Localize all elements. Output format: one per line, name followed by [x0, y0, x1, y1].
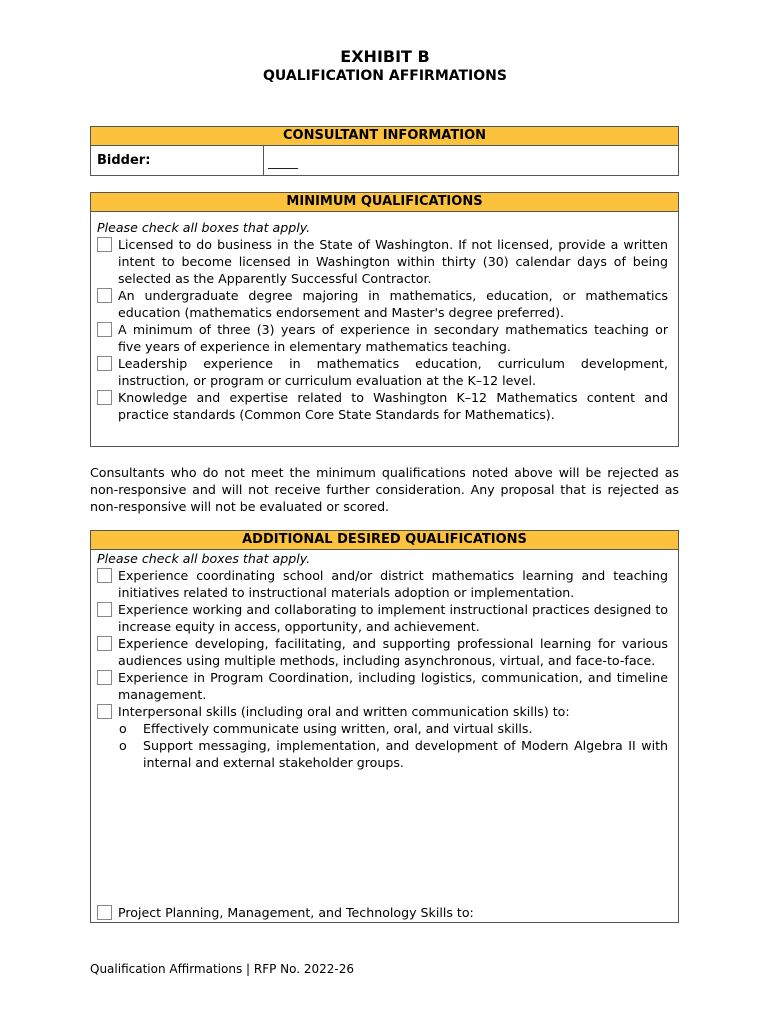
- list-item: [97, 904, 667, 921]
- sub-list-item: [97, 737, 668, 771]
- item-text: Knowledge and expertise related to Washington K–12 Mathematics content and practice standards (Common Core State Standards for Mathematics).: [118, 390, 668, 422]
- item-text: Experience working and collaborating to implement instructional practices designed to increase equity in access, opportunity, and achievement.: [118, 602, 668, 634]
- checkbox[interactable]: [97, 322, 112, 337]
- bidder-field[interactable]: _____: [268, 155, 298, 169]
- item-text: Experience developing, facilitating, and supporting professional learning for various audiences using multiple methods, including asynchronous, virtual, and face-to-face.: [118, 636, 668, 668]
- checkbox[interactable]: [97, 356, 112, 371]
- item-text: Interpersonal skills (including oral and written communication skills) to:: [118, 704, 570, 719]
- item-text: An undergraduate degree majoring in mathematics, education, or mathematics education (mathematics endorsement and Master's degree preferred).: [118, 288, 668, 320]
- sub-item-text: Support messaging, implementation, and development of Modern Algebra II with internal and external stakeholder groups.: [143, 738, 668, 770]
- minimum-qualifications-content: [91, 212, 678, 423]
- list-item: [97, 567, 668, 601]
- checkbox[interactable]: [97, 288, 112, 303]
- checkbox[interactable]: [97, 237, 112, 252]
- item-text: A minimum of three (3) years of experience in secondary mathematics teaching or five years of experience in elementary mathematics teaching.: [118, 322, 668, 354]
- bidder-label: Bidder:: [91, 146, 264, 176]
- item-text: Experience in Program Coordination, including logistics, communication, and timeline management.: [118, 670, 668, 702]
- list-item: [97, 355, 668, 389]
- list-item: [97, 601, 668, 635]
- checkbox[interactable]: [97, 636, 112, 651]
- additional-qualifications-content: [91, 550, 678, 920]
- item-text: Leadership experience in mathematics education, curriculum development, instruction, or program or curriculum evaluation at the K–12 level.: [118, 356, 668, 388]
- consultant-info-table: [90, 126, 679, 176]
- minimum-qualifications-table: [90, 192, 679, 447]
- additional-qualifications-heading: ADDITIONAL DESIRED QUALIFICATIONS: [91, 531, 678, 550]
- list-item: [97, 703, 668, 720]
- sub-list-item: [97, 720, 668, 737]
- checkbox[interactable]: [97, 568, 112, 583]
- list-item: [97, 287, 668, 321]
- document-title: EXHIBIT B: [340, 47, 430, 66]
- item-text: Project Planning, Management, and Technology Skills to:: [118, 905, 474, 920]
- sub-item-text: Effectively communicate using written, oral, and virtual skills.: [143, 721, 533, 736]
- minimum-instruction: Please check all boxes that apply.: [97, 220, 311, 235]
- page-footer: Qualification Affirmations | RFP No. 2022-26: [90, 962, 355, 976]
- checkbox[interactable]: [97, 905, 112, 920]
- item-text: Experience coordinating school and/or district mathematics learning and teaching initiatives related to instructional materials adoption or implementation.: [118, 568, 668, 600]
- list-item: [97, 635, 668, 669]
- list-item: [97, 669, 668, 703]
- bullet-marker: o: [119, 721, 127, 736]
- bidder-row: [91, 146, 678, 176]
- item-text: Licensed to do business in the State of Washington. If not licensed, provide a written intent to become licensed in Washington within thirty (30) calendar days of being selected as the Apparently Successful Contractor.: [118, 237, 668, 286]
- list-item: [97, 236, 668, 287]
- additional-instruction: Please check all boxes that apply.: [97, 551, 311, 566]
- bullet-marker: o: [119, 738, 127, 753]
- checkbox[interactable]: [97, 704, 112, 719]
- additional-qualifications-table: [90, 530, 679, 923]
- document-subtitle: QUALIFICATION AFFIRMATIONS: [263, 68, 507, 84]
- checkbox[interactable]: [97, 670, 112, 685]
- minimum-qualifications-heading: MINIMUM QUALIFICATIONS: [91, 193, 678, 212]
- list-item: [97, 389, 668, 423]
- checkbox[interactable]: [97, 602, 112, 617]
- consultant-info-heading: CONSULTANT INFORMATION: [91, 127, 678, 146]
- rejection-notice: Consultants who do not meet the minimum qualifications noted above will be rejected as non-responsive and will not receive further consideration. Any proposal that is rejected as non-responsive will not be evaluated or scored.: [90, 465, 679, 514]
- list-item: [97, 321, 668, 355]
- checkbox[interactable]: [97, 390, 112, 405]
